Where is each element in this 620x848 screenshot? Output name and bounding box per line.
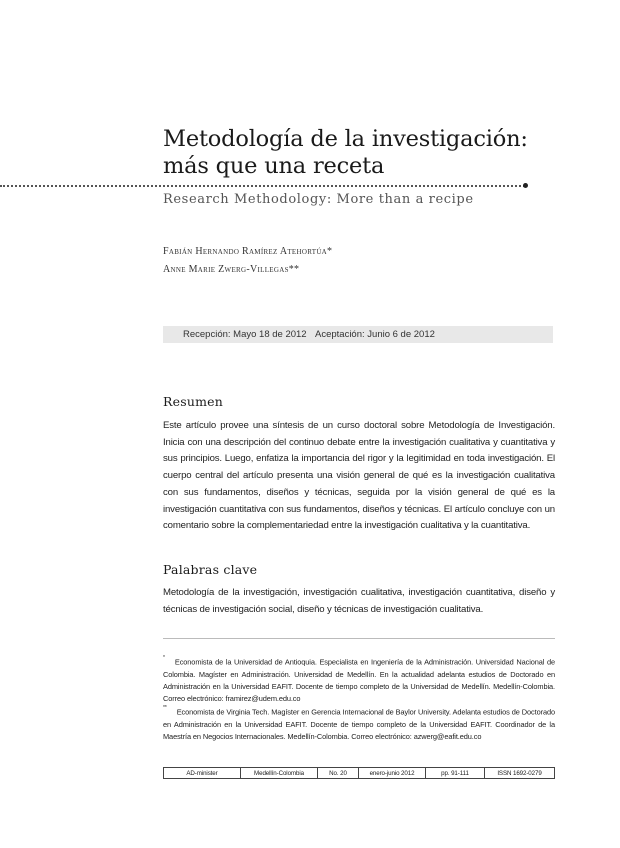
- abstract-heading: Resumen: [163, 394, 223, 409]
- article-title-line2: más que una receta: [163, 153, 385, 179]
- abstract-text: Este artículo provee una síntesis de un curso doctoral sobre Metodología de Investigación. Inicia con una descripción del continuo debate entre la investigación cualitativa y cuantitativa y sus principios. Luego, enfatiza la importancia del rigor y la legitimidad en toda investigación. El cuerpo central del artículo presenta una visión general de qué es la investigación cualitativa con sus fundamentos, diseños y técnicas, seguida por la visión general de qué es la investigación cuantitativa con sus fundamentos, diseños y técnicas. El artículo concluye con un comentario sobre la complementariedad entre la investigación cualitativa y la cuantitativa.: [163, 420, 555, 532]
- journal-issue: No. 20: [318, 768, 359, 779]
- divider-end-dot: [523, 183, 528, 188]
- author-2: Anne Marie Zwerg-Villegas**: [163, 264, 300, 275]
- footnote-2-mark: **: [163, 705, 167, 711]
- footnote-2-text: Economista de Virginia Tech. Magíster en Gerencia Internacional de Baylor University. Adelanta estudios de Doctorado en Administración en la Universidad EAFIT. Docente de tiempo completo de la Universidad EAFIT. Coordinador de la Maestría en Negocios Internacionales. Medellín-Colombia. Correo electrónico: azwerg@eafit.edu.co: [163, 707, 555, 742]
- journal-period: enero-junio 2012: [359, 768, 426, 779]
- received-date: Recepción: Mayo 18 de 2012: [183, 329, 307, 340]
- footnote-2: [163, 704, 555, 743]
- footnote-1-text: Economista de la Universidad de Antioquia. Especialista en Ingeniería de la Administración. Universidad Nacional de Colombia. Magíster en Administración. Universidad de Medellín. En la actualidad adelanta estudios de Doctorado en Administración en la Universidad EAFIT. Docente de tiempo completo de la Universidad de Medellín. Medellín-Colombia. Correo electrónico: framirez@udem.edu.co: [163, 657, 555, 704]
- keywords-text: Metodología de la investigación, investigación cualitativa, investigación cuantitativa, diseño y técnicas de investigación social, diseño y técnicas de investigación cualitativa.: [163, 587, 555, 615]
- author-1: Fabián Hernando Ramírez Atehortúa*: [163, 246, 333, 257]
- accepted-date: Aceptación: Junio 6 de 2012: [315, 329, 435, 340]
- journal-city: Medellín-Colombia: [241, 768, 318, 779]
- journal-pages: pp. 91-111: [426, 768, 485, 779]
- footnote-1-mark: *: [163, 655, 165, 661]
- article-title: [163, 126, 583, 180]
- english-title: Research Methodology: More than a recipe: [163, 192, 474, 207]
- journal-info-table: [163, 767, 555, 779]
- journal-issn: ISSN 1692-0279: [485, 768, 555, 779]
- dates-bar: [163, 326, 553, 343]
- keywords-heading: Palabras clave: [163, 562, 258, 577]
- article-title-line1: Metodología de la investigación:: [163, 126, 528, 152]
- dotted-divider: [0, 185, 525, 187]
- footnote-1: [163, 654, 555, 706]
- footnote-rule: [163, 638, 555, 639]
- journal-name: AD-minister: [164, 768, 241, 779]
